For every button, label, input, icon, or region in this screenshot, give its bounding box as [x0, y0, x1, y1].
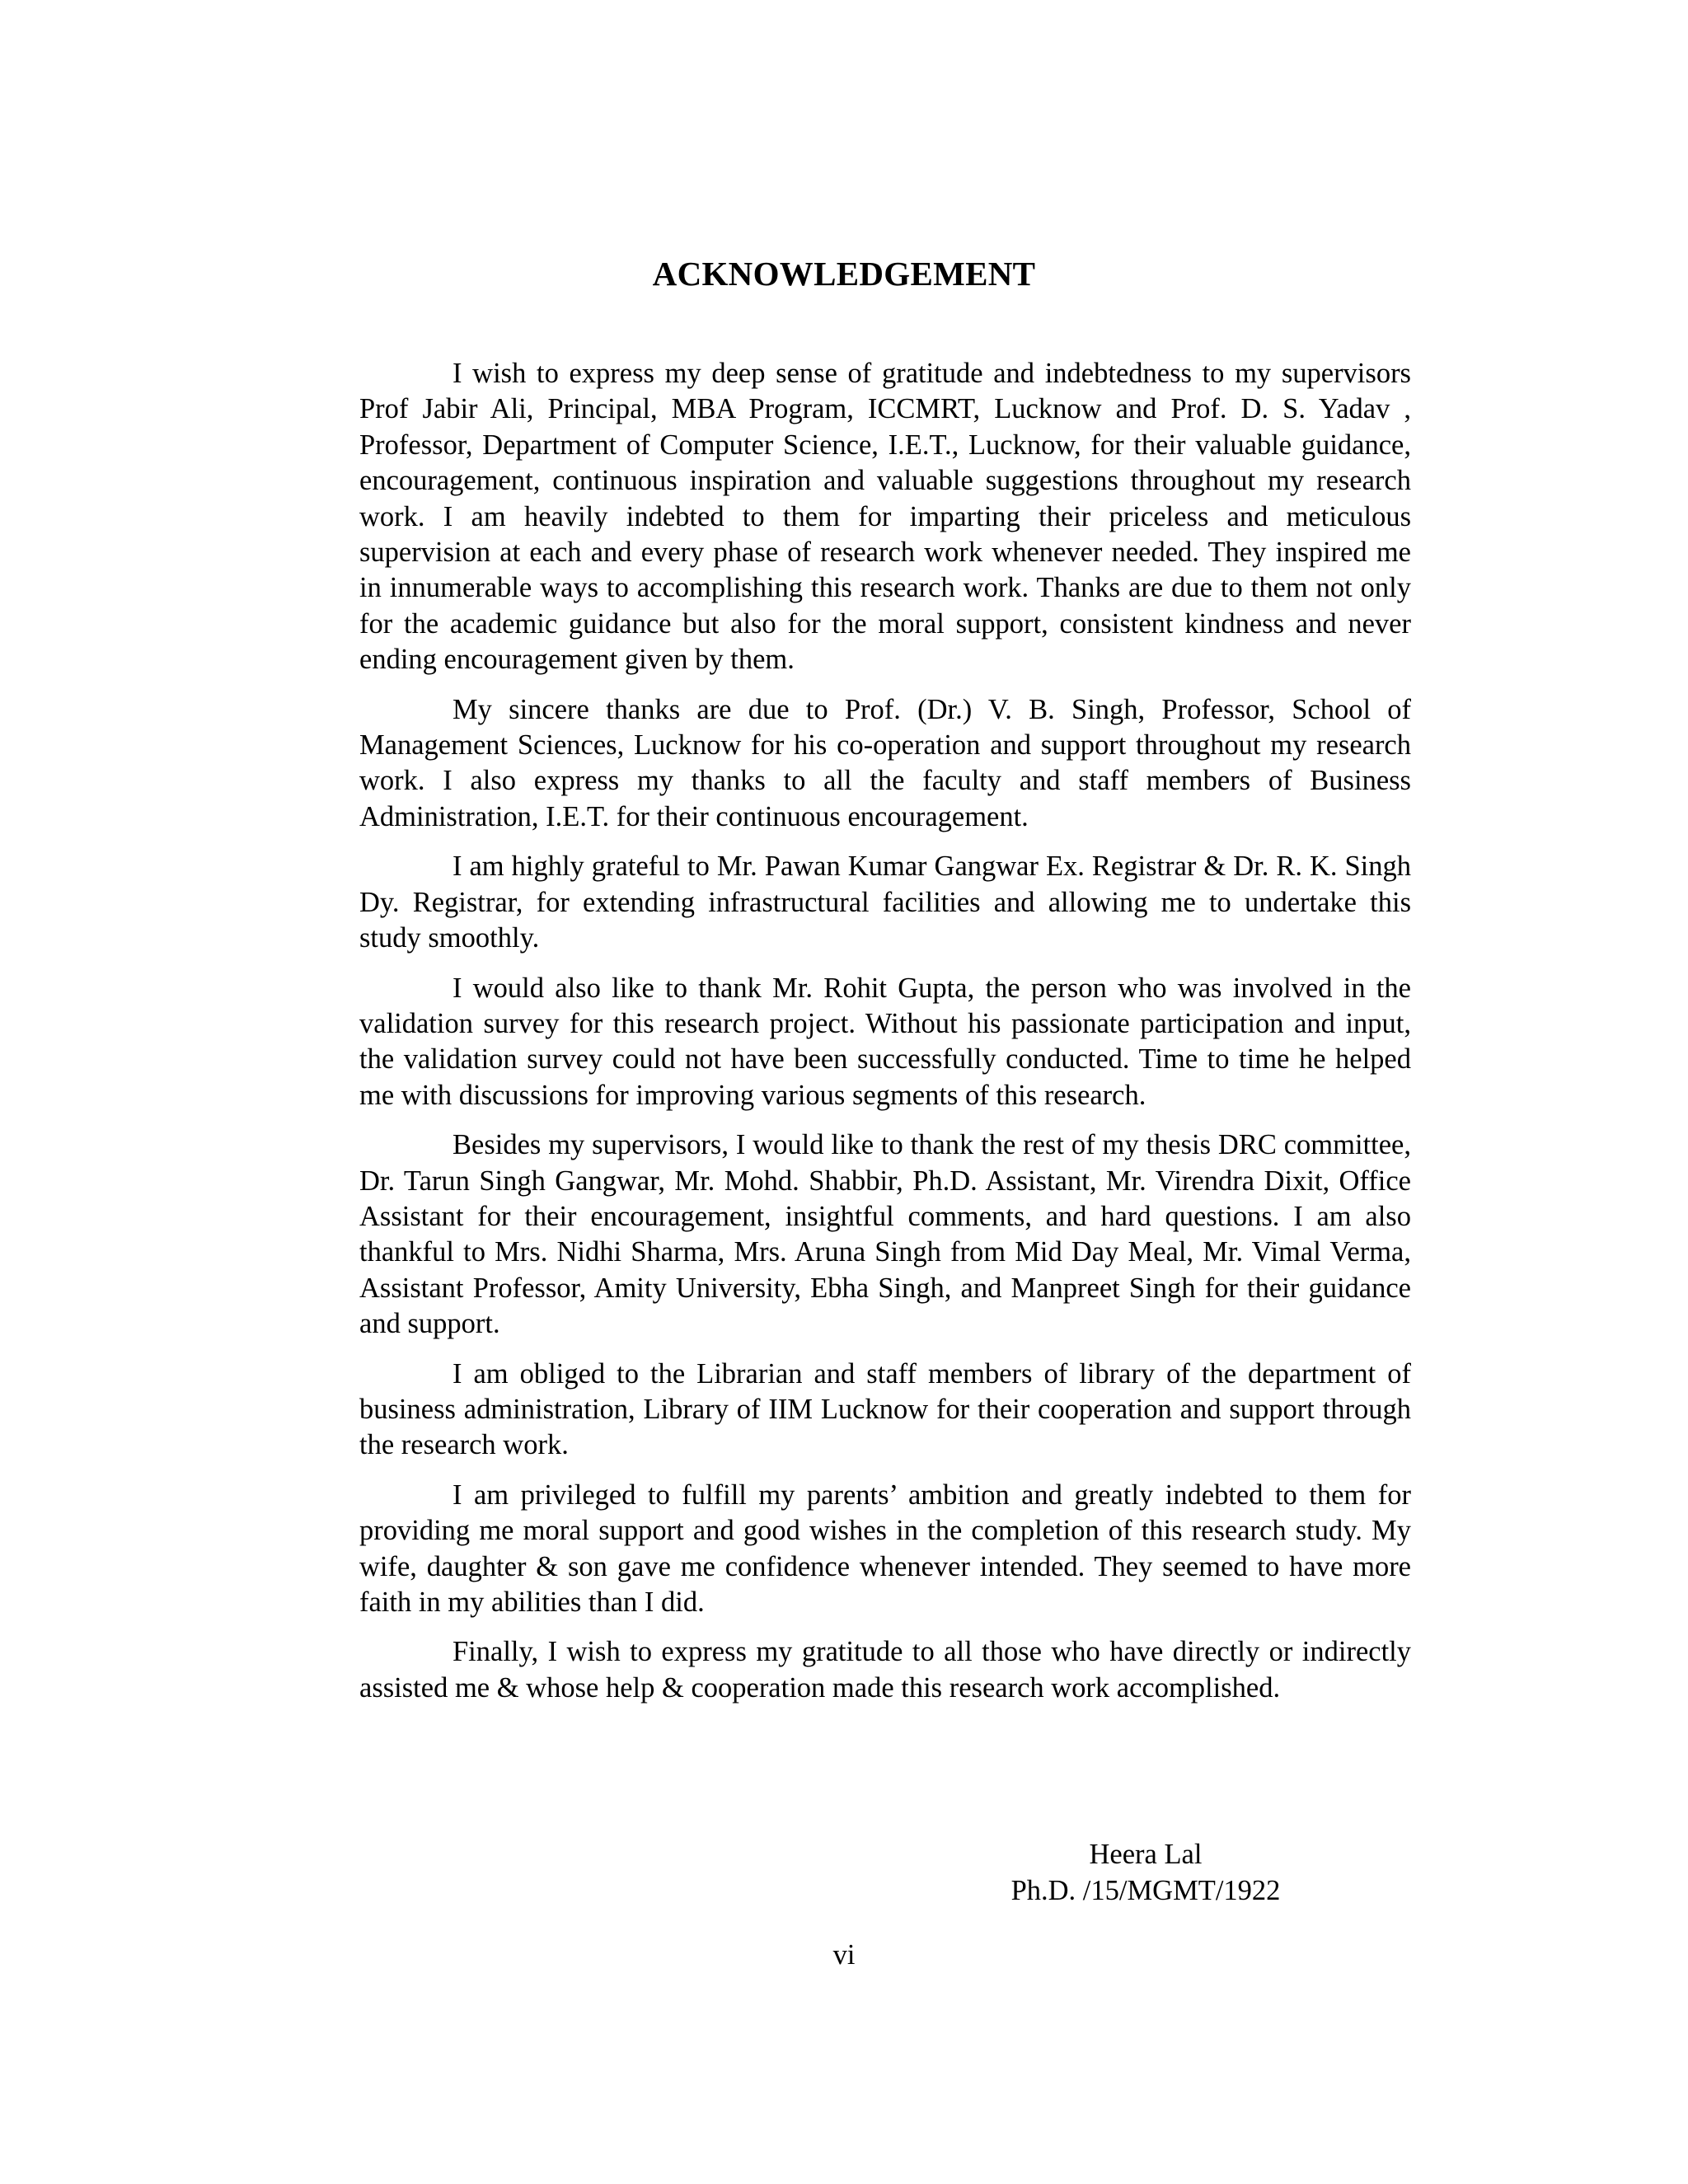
- registration-number: Ph.D. /15/MGMT/1922: [1010, 1875, 1281, 1906]
- paragraph-library: I am obliged to the Librarian and staff members of library of the department of business administration, Library of IIM Lucknow for their cooperation and support through the research work.: [359, 1357, 1411, 1461]
- paragraph-family: I am privileged to fulfill my parents’ ambition and greatly indebted to them for providing me moral support and good wishes in the completion of this research study. My wife, daughter & son gave me confidence whenever intended. They seemed to have more faith in my abilities than I did.: [359, 1479, 1411, 1618]
- paragraph-validation-survey: I would also like to thank Mr. Rohit Gupta, the person who was involved in the validation survey for this research project. Without his passionate participation and input, the validation survey could not have been successfully conducted. Time to time he helped me with discussions for improving various segments of this research.: [359, 972, 1411, 1111]
- paragraph-registrar: I am highly grateful to Mr. Pawan Kumar Gangwar Ex. Registrar & Dr. R. K. Singh Dy. Registrar, for extending infrastructural facilities and allowing me to undertake this study smoothly.: [359, 851, 1411, 954]
- author-name: Heera Lal: [1089, 1839, 1203, 1870]
- page-number: vi: [832, 1939, 856, 1971]
- acknowledgement-body: [359, 356, 1411, 1720]
- paragraph-closing: Finally, I wish to express my gratitude to all those who have directly or indirectly assisted me & whose help & cooperation made this research work accomplished.: [359, 1636, 1411, 1704]
- paragraph-committee: Besides my supervisors, I would like to thank the rest of my thesis DRC committee, Dr. Tarun Singh Gangwar, Mr. Mohd. Shabbir, Ph.D. Assistant, Mr. Virendra Dixit, Office Assistant for their encouragement, insightful comments, and hard questions. I am also thankful to Mrs. Nidhi Sharma, Mrs. Aruna Singh from Mid Day Meal, Mr. Vimal Verma, Assistant Professor, Amity University, Ebha Singh, and Manpreet Singh for their guidance and support.: [359, 1129, 1411, 1340]
- paragraph-faculty: My sincere thanks are due to Prof. (Dr.) V. B. Singh, Professor, School of Management Sciences, Lucknow for his co-operation and support throughout my research work. I also express my thanks to all the faculty and staff members of Business Administration, I.E.T. for their continuous encouragement.: [359, 693, 1411, 832]
- signature-block: [981, 1836, 1311, 1909]
- page-title: ACKNOWLEDGEMENT: [652, 255, 1036, 293]
- paragraph-supervisors: I wish to express my deep sense of gratitude and indebtedness to my supervisors Prof Jabir Ali, Principal, MBA Program, ICCMRT, Lucknow and Prof. D. S. Yadav , Professor, Department of Computer Science, I.E.T., Lucknow, for their valuable guidance, encouragement, continuous inspiration and valuable suggestions throughout my research work. I am heavily indebted to them for imparting their priceless and meticulous supervision at each and every phase of research work whenever needed. They inspired me in innumerable ways to accomplishing this research work. Thanks are due to them not only for the academic guidance but also for the moral support, consistent kindness and never ending encouragement given by them.: [359, 358, 1411, 676]
